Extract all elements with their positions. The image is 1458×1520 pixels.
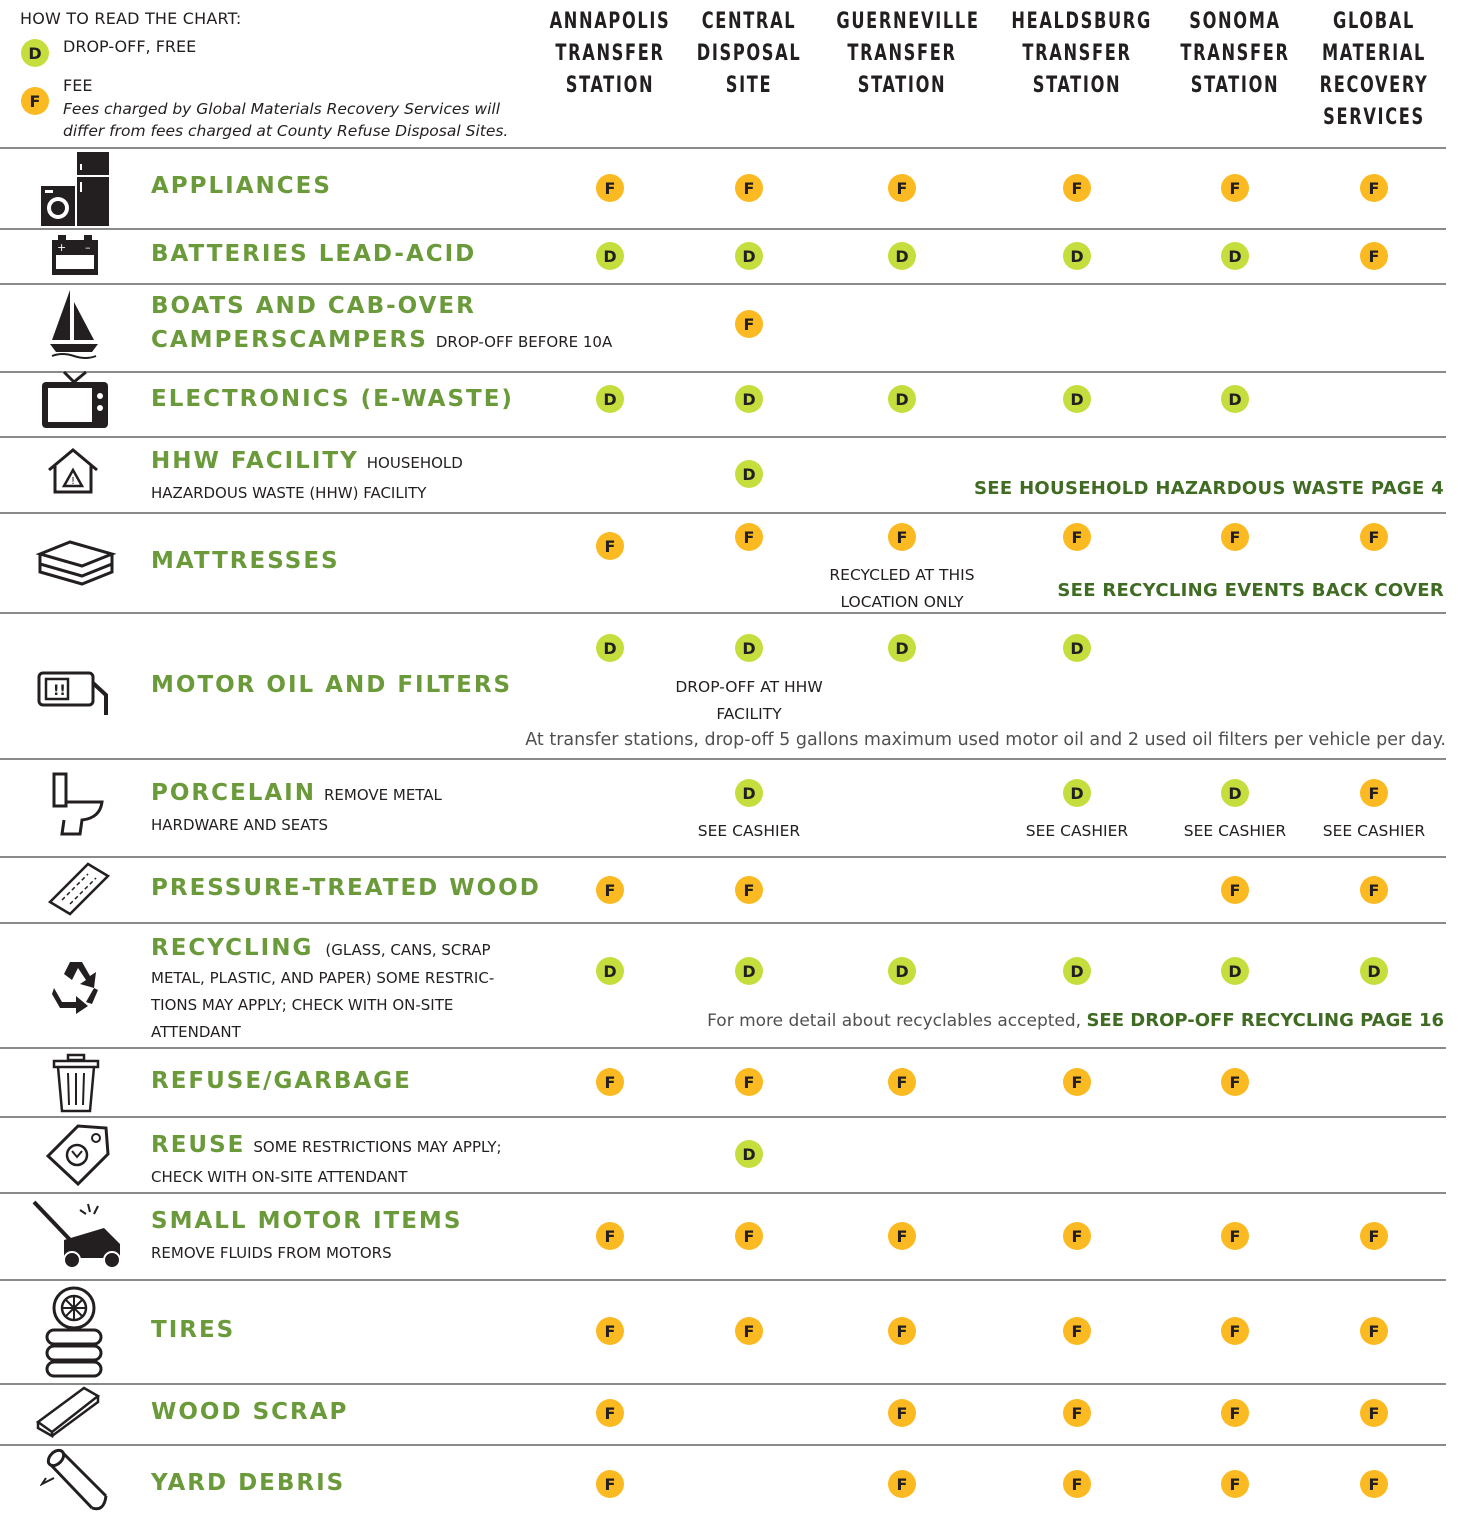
svg-text:–: –	[85, 241, 91, 254]
mark-fee: F	[1221, 1399, 1249, 1427]
header-divider	[0, 147, 1446, 149]
mark-fee: F	[1063, 523, 1091, 551]
mark-fee: F	[888, 523, 916, 551]
column-header-guerneville: GUERNEVILLE TRANSFER STATION	[836, 9, 980, 98]
battery-icon	[50, 233, 100, 277]
mark-fee: F	[1221, 174, 1249, 202]
mark-drop-off: D	[1063, 634, 1091, 662]
legend-fee-badge: F	[21, 87, 49, 115]
note-central-oil: DROP-OFF AT HHW FACILITY	[675, 678, 823, 723]
mark-fee: F	[735, 1317, 763, 1345]
mark-fee: F	[1360, 523, 1388, 551]
mark-fee: F	[1360, 242, 1388, 270]
mark-drop-off: D	[735, 1140, 763, 1168]
mark-drop-off: D	[1221, 385, 1249, 413]
mark-fee: F	[1221, 1317, 1249, 1345]
item-name: TIRES	[151, 1317, 236, 1343]
mark-drop-off: D	[888, 385, 916, 413]
mark-drop-off: D	[1063, 957, 1091, 985]
note-see-cashier: SEE CASHIER	[1025, 822, 1129, 840]
tires-icon	[44, 1286, 104, 1378]
item-name: MATTRESSES	[151, 548, 340, 574]
trash-can-icon	[52, 1053, 100, 1113]
mark-fee: F	[1063, 1399, 1091, 1427]
mark-drop-off: D	[1063, 779, 1091, 807]
tv-icon	[40, 370, 110, 432]
mark-fee: F	[888, 1068, 916, 1096]
mark-fee: F	[596, 1222, 624, 1250]
row-divider	[0, 371, 1446, 373]
mark-drop-off: D	[735, 460, 763, 488]
mark-drop-off: D	[735, 242, 763, 270]
item-name: BATTERIES LEAD-ACID	[151, 241, 477, 267]
note-see-cashier: SEE CASHIER	[1183, 822, 1287, 840]
row-divider	[0, 436, 1446, 438]
mark-drop-off: D	[596, 634, 624, 662]
item-note: (GLASS, CANS, SCRAP	[325, 941, 491, 959]
link-hhw[interactable]: SEE HOUSEHOLD HAZARDOUS WASTE PAGE 4	[974, 478, 1444, 499]
reuse-tag-icon	[44, 1124, 110, 1186]
wood-plank-icon	[36, 1386, 102, 1438]
row-divider	[0, 922, 1446, 924]
oil-can-icon	[36, 667, 118, 719]
recycling-detail-text: For more detail about recyclables accepted,	[707, 1011, 1087, 1031]
mark-fee: F	[1063, 1068, 1091, 1096]
hazard-house-icon	[45, 446, 101, 496]
sailboat-icon	[48, 288, 100, 360]
row-divider	[0, 1383, 1446, 1385]
mark-fee: F	[735, 1222, 763, 1250]
motor-oil-footnote: At transfer stations, drop-off 5 gallons maximum used motor oil and 2 used oil filters per vehicle per day.	[525, 730, 1446, 750]
mark-fee: F	[1360, 174, 1388, 202]
mark-fee: F	[1360, 1317, 1388, 1345]
mark-drop-off: D	[1221, 957, 1249, 985]
mark-drop-off: D	[596, 242, 624, 270]
item-name: BOATS AND CAB-OVER	[151, 293, 476, 319]
recycling-detail	[707, 1010, 1444, 1031]
svg-text:+: +	[57, 241, 67, 254]
column-header-central: CENTRAL DISPOSAL SITE	[696, 9, 802, 98]
row-divider	[0, 1047, 1446, 1049]
column-header-annapolis: ANNAPOLIS TRANSFER STATION	[549, 9, 671, 98]
mark-drop-off: D	[735, 779, 763, 807]
mark-fee: F	[596, 1399, 624, 1427]
mark-drop-off: D	[1221, 779, 1249, 807]
row-divider	[0, 1279, 1446, 1281]
mark-drop-off: D	[1063, 242, 1091, 270]
column-header-sonoma: SONOMA TRANSFER STATION	[1180, 9, 1290, 98]
row-divider	[0, 856, 1446, 858]
note-see-cashier: SEE CASHIER	[1322, 822, 1426, 840]
mark-fee: F	[596, 1068, 624, 1096]
item-name: YARD DEBRIS	[151, 1470, 346, 1496]
item-note-line: REMOVE FLUIDS FROM MOTORS	[151, 1244, 392, 1262]
item-name: PRESSURE-TREATED WOOD	[151, 875, 541, 901]
mark-fee: F	[735, 174, 763, 202]
mark-fee: F	[1063, 1317, 1091, 1345]
item-name: REFUSE/GARBAGE	[151, 1068, 412, 1094]
item-name: REUSE SOME RESTRICTIONS MAY APPLY;	[151, 1132, 502, 1158]
mark-fee: F	[735, 876, 763, 904]
mark-fee: F	[596, 532, 624, 560]
mark-drop-off: D	[888, 957, 916, 985]
mark-fee: F	[1063, 174, 1091, 202]
mark-fee: F	[1360, 1470, 1388, 1498]
mark-fee: F	[1221, 1068, 1249, 1096]
lawn-mower-icon	[28, 1198, 126, 1270]
row-divider	[0, 758, 1446, 760]
note-see-cashier: SEE CASHIER	[697, 822, 801, 840]
mark-fee: F	[735, 1068, 763, 1096]
item-note-line: ATTENDANT	[151, 1023, 241, 1041]
mark-fee: F	[888, 174, 916, 202]
legend-note: Fees charged by Global Materials Recovery Services will differ from fees charged at County Refuse Disposal Sites.	[63, 100, 509, 140]
mark-fee: F	[1221, 1222, 1249, 1250]
column-header-healdsburg: HEALDSBURG TRANSFER STATION	[1011, 9, 1152, 98]
mark-fee: F	[1360, 876, 1388, 904]
mark-fee: F	[1360, 1399, 1388, 1427]
mark-fee: F	[596, 1317, 624, 1345]
row-divider	[0, 283, 1446, 285]
mark-drop-off: D	[1360, 957, 1388, 985]
note-guerneville-mattress: RECYCLED AT THIS LOCATION ONLY	[829, 566, 975, 611]
svg-text:!: !	[71, 476, 76, 487]
mark-fee: F	[1221, 876, 1249, 904]
item-note-line: TIONS MAY APPLY; CHECK WITH ON-SITE	[151, 996, 454, 1014]
row-divider	[0, 1444, 1446, 1446]
mark-fee: F	[888, 1222, 916, 1250]
link-drop-off-recycling[interactable]: SEE DROP-OFF RECYCLING PAGE 16	[1086, 1010, 1444, 1031]
item-name: HHW FACILITY HOUSEHOLD	[151, 448, 463, 474]
row-divider	[0, 612, 1446, 614]
item-note-line: CHECK WITH ON-SITE ATTENDANT	[151, 1168, 408, 1186]
column-header-global: GLOBAL MATERIAL RECOVERY SERVICES	[1319, 9, 1429, 130]
legend-drop-label: DROP-OFF, FREE	[63, 37, 197, 56]
item-name: SMALL MOTOR ITEMS	[151, 1208, 463, 1234]
item-name: WOOD SCRAP	[151, 1399, 349, 1425]
mark-fee: F	[1360, 779, 1388, 807]
item-note-line: HARDWARE AND SEATS	[151, 816, 329, 834]
mark-fee: F	[888, 1470, 916, 1498]
mark-fee: F	[1360, 1222, 1388, 1250]
mark-drop-off: D	[735, 385, 763, 413]
mark-fee: F	[596, 876, 624, 904]
row-divider	[0, 228, 1446, 230]
item-note: DROP-OFF BEFORE 10A	[435, 333, 613, 351]
mark-drop-off: D	[1221, 242, 1249, 270]
mark-fee: F	[1221, 1470, 1249, 1498]
toilet-icon	[52, 772, 104, 836]
mark-fee: F	[596, 174, 624, 202]
appliances-icon	[25, 150, 115, 228]
mark-drop-off: D	[735, 957, 763, 985]
legend-fee-label: FEE	[63, 76, 93, 95]
mark-fee: F	[1063, 1470, 1091, 1498]
svg-text:!!: !!	[53, 683, 66, 699]
item-name-line2: CAMPERSCAMPERS DROP-OFF BEFORE 10A	[151, 327, 613, 353]
mark-drop-off: D	[1063, 385, 1091, 413]
mark-fee: F	[1221, 523, 1249, 551]
row-divider	[0, 1192, 1446, 1194]
mark-drop-off: D	[596, 385, 624, 413]
mattress-icon	[36, 540, 116, 586]
item-name: RECYCLING (GLASS, CANS, SCRAP	[151, 935, 491, 961]
item-note-line: METAL, PLASTIC, AND PAPER) SOME RESTRIC-	[151, 969, 495, 987]
mark-fee: F	[735, 310, 763, 338]
row-divider	[0, 512, 1446, 514]
legend-title: HOW TO READ THE CHART:	[20, 9, 242, 28]
row-divider	[0, 1116, 1446, 1118]
legend-drop-badge: D	[21, 39, 49, 67]
mark-drop-off: D	[888, 242, 916, 270]
item-note-line: HAZARDOUS WASTE (HHW) FACILITY	[151, 484, 427, 502]
mark-fee: F	[596, 1470, 624, 1498]
item-note: SOME RESTRICTIONS MAY APPLY;	[253, 1138, 502, 1156]
item-name: ELECTRONICS (E-WASTE)	[151, 386, 514, 412]
mark-drop-off: D	[735, 634, 763, 662]
log-icon	[40, 1448, 112, 1514]
mark-fee: F	[888, 1399, 916, 1427]
treated-wood-icon	[48, 862, 110, 916]
item-note: REMOVE METAL	[323, 786, 442, 804]
item-name: PORCELAIN REMOVE METAL	[151, 780, 442, 806]
mark-fee: F	[735, 523, 763, 551]
link-recycling-events[interactable]: SEE RECYCLING EVENTS BACK COVER	[1057, 580, 1444, 601]
mark-drop-off: D	[596, 957, 624, 985]
mark-fee: F	[1063, 1222, 1091, 1250]
recycle-icon	[50, 958, 102, 1016]
item-name: MOTOR OIL AND FILTERS	[151, 672, 513, 698]
mark-drop-off: D	[888, 634, 916, 662]
mark-fee: F	[888, 1317, 916, 1345]
item-note: HOUSEHOLD	[366, 454, 463, 472]
item-name: APPLIANCES	[151, 173, 332, 199]
